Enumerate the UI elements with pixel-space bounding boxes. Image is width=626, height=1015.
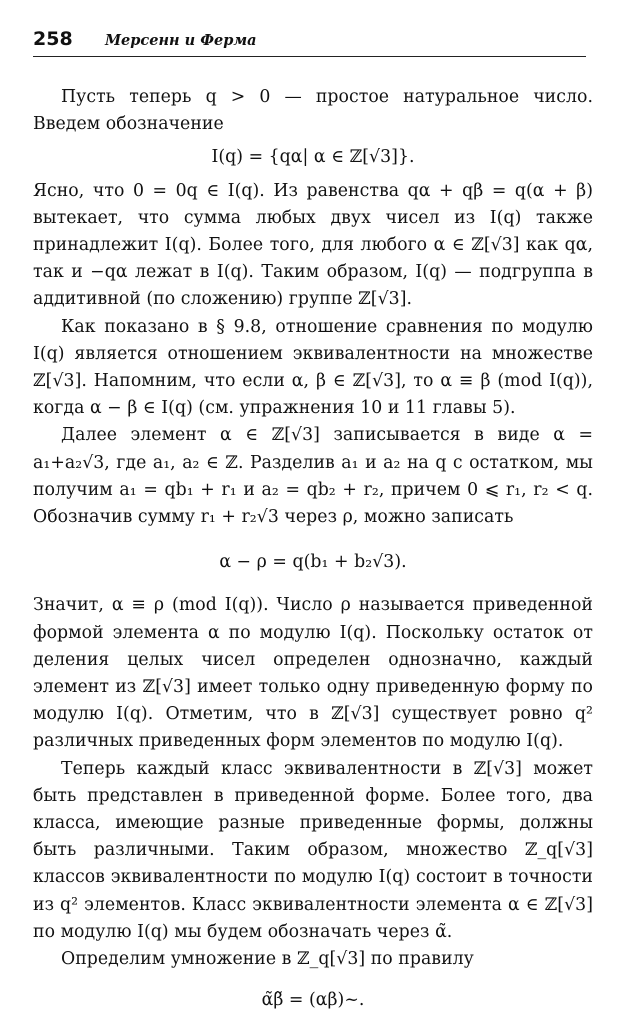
formula-difference: α − ρ = q(b₁ + b₂√3).	[219, 552, 407, 573]
formula-ideal-definition: I(q) = {qα| α ∈ ℤ[√3]}.	[211, 147, 415, 168]
page-body	[33, 84, 593, 1015]
page-number: 258	[33, 28, 73, 50]
paragraph-intro: Пусть теперь q > 0 — простое натуральное число. Введем обозначение	[33, 87, 593, 135]
paragraph-subgroup: Ясно, что 0 = 0q ∈ I(q). Из равенства qα + qβ = q(α + β) вытекает, что сумма любых двух чисел из I(q) также принадлежит I(q). Более того, для любого α ∈ ℤ[√3] как qα, так и −qα лежат в I(q). Таким образом, I(q) — подгруппа в аддитивной (по сложению) группе ℤ[√3].	[33, 180, 593, 310]
paragraph-multiplication: Определим умножение в ℤ_q[√3] по правилу	[61, 949, 474, 970]
paragraph-congruence: Как показано в § 9.8, отношение сравнения по модулю I(q) является отношением эквивалентности на множестве ℤ[√3]. Напомним, что если α, β ∈ ℤ[√3], то α ≡ β (mod I(q)), когда α − β ∈ I(q) (см. упражнения 10 и 11 главы 5).	[33, 316, 593, 419]
paragraph-division: Далее элемент α ∈ ℤ[√3] записывается в виде α = a₁+a₂√3, где a₁, a₂ ∈ ℤ. Разделив a₁ и a₂ на q с остатком, мы получим a₁ = qb₁ + r₁ и a₂ = qb₂ + r₂, причем 0 ⩽ r₁, r₂ < q. Обозначив сумму r₁ + r₂√3 через ρ, можно записать	[33, 425, 593, 528]
formula-product-rule: α̃β̃ = (αβ)~.	[261, 990, 365, 1011]
paragraph-classes: Теперь каждый класс эквивалентности в ℤ[√3] может быть представлен в приведенной форме. Более того, два класса, имеющие разные приведенные формы, должны быть различными. Таким образом, множество ℤ_q[√3] классов эквивалентности по модулю I(q) состоит в точности из q² элементов. Класс эквивалентности элемента α ∈ ℤ[√3] по модулю I(q) мы будем обозначать через α̃.	[33, 758, 593, 942]
page-header	[33, 26, 586, 57]
running-title: Мерсенн и Ферма	[105, 32, 257, 49]
paragraph-reduced-form: Значит, α ≡ ρ (mod I(q)). Число ρ называется приведенной формой элемента α по модулю I(q). Поскольку остаток от деления целых чисел определен однозначно, каждый элемент из ℤ[√3] имеет только одну приведенную форму по модулю I(q). Отметим, что в ℤ[√3] существует ровно q² различных приведенных форм элементов по модулю I(q).	[33, 595, 593, 752]
